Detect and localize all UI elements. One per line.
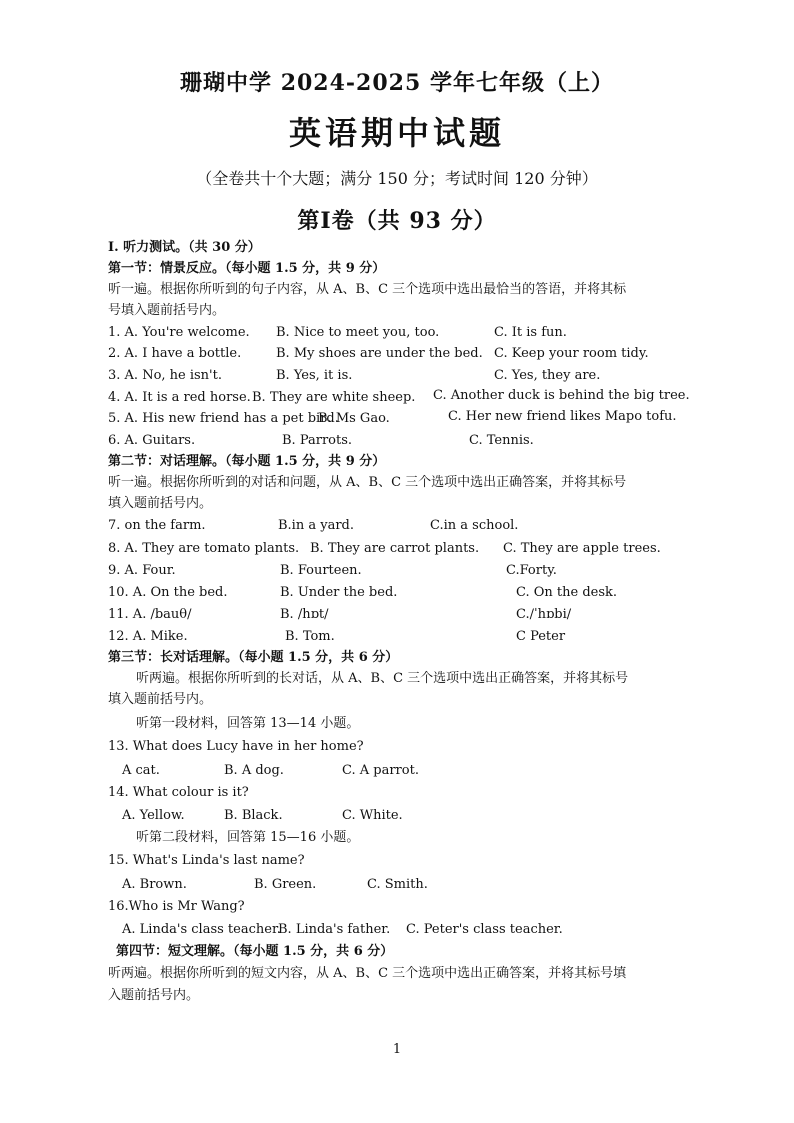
part4-heading: 第四节：短文理解。（每小题 1.5 分，共 6 分） [116, 944, 394, 959]
question-option-b: B. Nice to meet you, too. [276, 325, 440, 340]
question-option-a: 7. on the farm. [108, 518, 206, 533]
exam-title: 英语期中试题 [288, 114, 505, 152]
question-option-b: B.in a yard. [278, 518, 354, 533]
part1-instruction: 听一遍。根据你所听到的句子内容，从 A、B、C 三个选项中选出最恰当的答语，并将其标 [108, 282, 627, 297]
question-option-c: C. Peter's class teacher. [406, 922, 563, 937]
part3-instruction-cont: 填入题前括号内。 [108, 692, 213, 707]
section-title: I. 听力测试。（共 30 分） [108, 240, 261, 255]
question-option-b: B. /hɒt/ [280, 607, 329, 622]
question-option-c: C. White. [342, 808, 403, 823]
question-option-a: 3. A. No, he isn't. [108, 368, 222, 383]
question-option-a: 1. A. You're welcome. [108, 325, 250, 340]
question-option-c: C. Her new friend likes Mapo tofu. [448, 409, 677, 424]
question-option-c: C. It is fun. [494, 325, 567, 340]
question-option-b: B. My shoes are under the bed. [276, 346, 483, 361]
question-option-c: C. A parrot. [342, 763, 419, 778]
exam-info: （全卷共十个大题；满分 150 分；考试时间 120 分钟） [196, 169, 598, 188]
part2-instruction-cont: 填入题前括号内。 [108, 496, 213, 511]
question-stem: 14. What colour is it? [108, 785, 249, 800]
question-option-a: A. Yellow. [122, 808, 185, 823]
part4-instruction: 听两遍。根据你所听到的短文内容，从 A、B、C 三个选项中选出正确答案，并将其标号填 [108, 966, 627, 981]
question-option-a: 10. A. On the bed. [108, 585, 228, 600]
question-option-b: B. A dog. [224, 763, 284, 778]
question-option-a: A. Linda's class teacher. [122, 922, 281, 937]
question-option-b: B. They are carrot plants. [310, 541, 480, 556]
material-note: 听第一段材料，回答第 13—14 小题。 [136, 716, 360, 731]
question-option-c: C.Forty. [506, 563, 557, 578]
part1-instruction-cont: 号填入题前括号内。 [108, 303, 226, 318]
question-stem: 13. What does Lucy have in her home? [108, 739, 364, 754]
question-option-b: B. Black. [224, 808, 283, 823]
page-number: 1 [392, 1042, 402, 1057]
part2-instruction: 听一遍。根据你所听到的对话和问题，从 A、B、C 三个选项中选出正确答案，并将其标号 [108, 475, 627, 490]
part1-heading: 第一节：情景反应。（每小题 1.5 分，共 9 分） [108, 261, 386, 276]
question-option-a: A cat. [122, 763, 160, 778]
question-option-c: C. They are apple trees. [503, 541, 661, 556]
question-option-c: C. Another duck is behind the big tree. [433, 388, 690, 403]
question-option-b: B. Under the bed. [280, 585, 398, 600]
question-option-b: B. Parrots. [282, 433, 353, 448]
question-stem: 15. What's Linda's last name? [108, 853, 305, 868]
question-option-b: B. Green. [254, 877, 317, 892]
question-option-a: 6. A. Guitars. [108, 433, 196, 448]
question-option-b: B. They are white sheep. [252, 390, 416, 405]
part2-heading: 第二节：对话理解。（每小题 1.5 分，共 9 分） [108, 454, 386, 469]
question-option-a: 9. A. Four. [108, 563, 176, 578]
question-option-a: 12. A. Mike. [108, 629, 188, 644]
question-option-b: B. Fourteen. [280, 563, 362, 578]
question-option-b: B. Ms Gao. [318, 411, 390, 426]
question-option-b: B. Linda's father. [278, 922, 391, 937]
question-option-c: C Peter [516, 629, 566, 644]
question-option-b: B. Yes, it is. [276, 368, 353, 383]
volume-title: 第I卷（共 93 分） [297, 208, 497, 234]
question-option-c: C. Keep your room tidy. [494, 346, 649, 361]
question-option-c: C./ˈhɒbi/ [516, 607, 572, 622]
question-option-c: C. Yes, they are. [494, 368, 601, 383]
part4-instruction-cont: 入题前括号内。 [108, 988, 200, 1003]
material-note: 听第二段材料，回答第 15—16 小题。 [136, 830, 360, 845]
question-stem: 16.Who is Mr Wang? [108, 899, 245, 914]
school-title: 珊瑚中学 2024-2025 学年七年级（上） [180, 70, 614, 96]
question-option-a: 2. A. I have a bottle. [108, 346, 242, 361]
part3-instruction: 听两遍。根据你所听到的长对话，从 A、B、C 三个选项中选出正确答案，并将其标号 [136, 671, 629, 686]
question-option-c: C.in a school. [430, 518, 519, 533]
question-option-c: C. On the desk. [516, 585, 618, 600]
question-option-a: 11. A. /bauθ/ [108, 607, 192, 622]
question-option-a: 8. A. They are tomato plants. [108, 541, 300, 556]
question-option-a: A. Brown. [122, 877, 187, 892]
question-option-b: B. Tom. [285, 629, 335, 644]
question-option-c: C. Smith. [367, 877, 428, 892]
part3-heading: 第三节：长对话理解。（每小题 1.5 分，共 6 分） [108, 650, 399, 665]
question-option-c: C. Tennis. [469, 433, 534, 448]
question-option-a: 5. A. His new friend has a pet bird. [108, 411, 339, 426]
question-option-a: 4. A. It is a red horse. [108, 390, 251, 405]
